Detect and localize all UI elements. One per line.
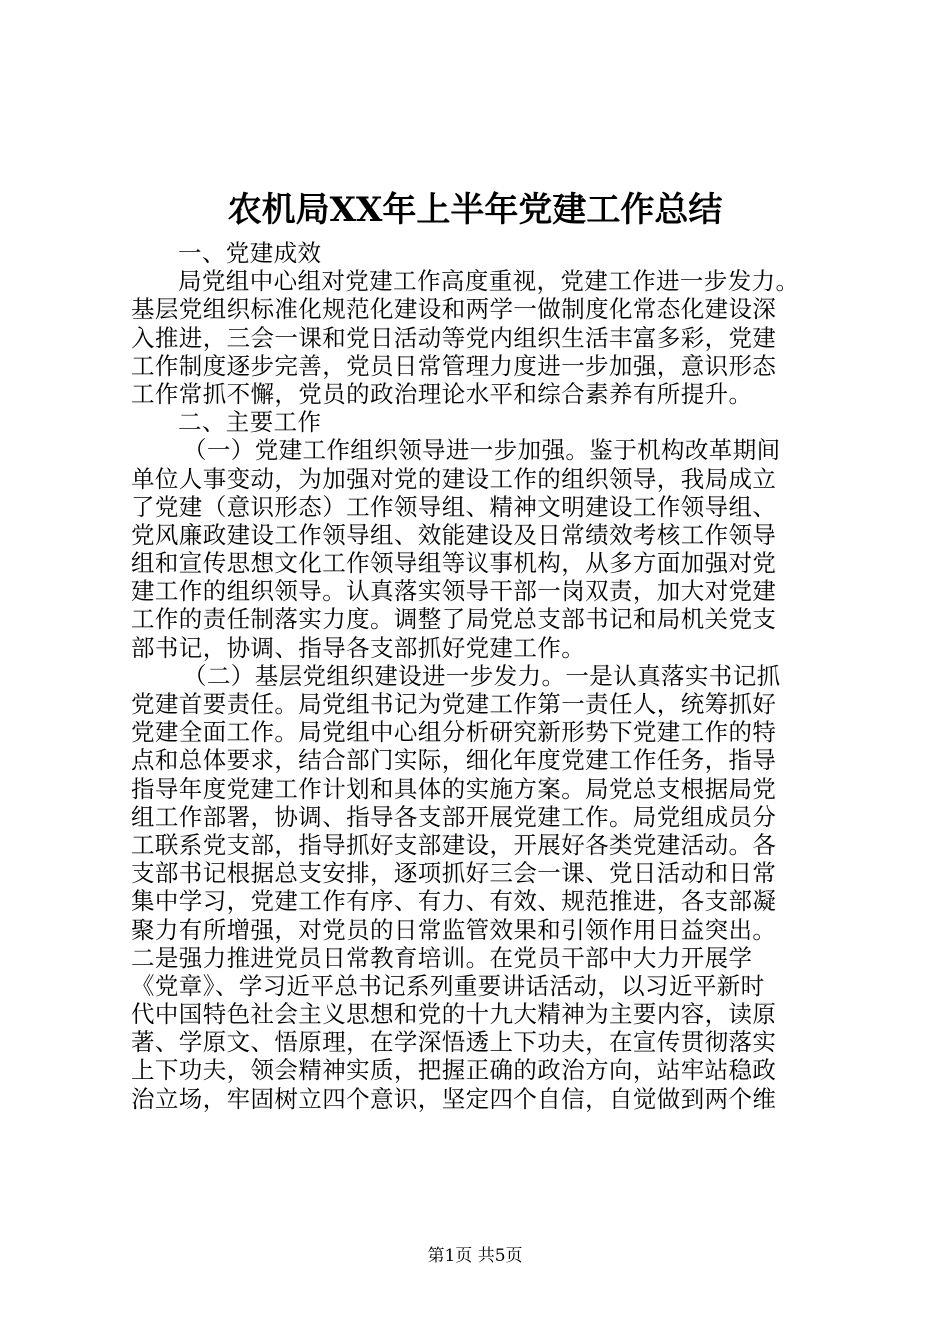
- text-line: 指导年度党建工作计划和具体的实施方案。局党总支根据局党: [131, 774, 777, 803]
- text-line: 组和宣传思想文化工作领导组等议事机构，从多方面加强对党: [131, 549, 777, 578]
- page-number-footer: 第1页 共5页: [427, 1246, 523, 1266]
- section-heading-1: 一、党建成效: [178, 239, 322, 267]
- text-line: 党风廉政建设工作领导组、效能建设及日常绩效考核工作领导: [131, 520, 777, 549]
- text-line: 基层党组织标准化规范化建设和两学一做制度化常态化建设深: [131, 295, 777, 324]
- text-line: 工联系党支部，指导抓好支部建设，开展好各类党建活动。各: [131, 830, 777, 859]
- text-line: 治立场，牢固树立四个意识，坚定四个自信，自觉做到两个维: [131, 1084, 777, 1113]
- text-line: 工作的责任制落实力度。调整了局党总支部书记和局机关党支: [131, 605, 777, 634]
- document-title: 农机局XX年上半年党建工作总结: [227, 190, 723, 230]
- text-line: 工作常抓不懈，党员的政治理论水平和综合素养有所提升。: [131, 379, 753, 408]
- text-line: 组工作部署，协调、指导各支部开展党建工作。局党组成员分: [131, 802, 777, 831]
- text-line: 单位人事变动，为加强对党的建设工作的组织领导，我局成立: [131, 464, 777, 493]
- text-line: 党建首要责任。局党组书记为党建工作第一责任人，统筹抓好: [131, 690, 777, 718]
- text-line: 党建全面工作。局党组中心组分析研究新形势下党建工作的特: [131, 718, 777, 747]
- text-line: 点和总体要求，结合部门实际，细化年度党建工作任务，指导: [131, 746, 777, 775]
- text-line: （二）基层党组织建设进一步发力。一是认真落实书记抓: [183, 661, 781, 690]
- text-line: 二是强力推进党员日常教育培训。在党员干部中大力开展学: [131, 943, 753, 972]
- text-line: 了党建（意识形态）工作领导组、精神文明建设工作领导组、: [131, 492, 777, 521]
- text-line: 部书记，协调、指导各支部抓好党建工作。: [131, 633, 586, 662]
- text-line: 上下功夫，领会精神实质，把握正确的政治方向，站牢站稳政: [131, 1056, 777, 1085]
- text-line: 支部书记根据总支安排，逐项抓好三会一课、党日活动和日常: [131, 859, 777, 888]
- text-line: 工作制度逐步完善，党员日常管理力度进一步加强，意识形态: [131, 351, 777, 380]
- text-line: 入推进，三会一课和党日活动等党内组织生活丰富多彩，党建: [131, 323, 777, 352]
- text-line: 建工作的组织领导。认真落实领导干部一岗双责，加大对党建: [131, 577, 777, 606]
- text-line: 聚力有所增强，对党员的日常监管效果和引领作用日益突出。: [131, 915, 777, 944]
- text-line: 局党组中心组对党建工作高度重视，党建工作进一步发力。: [178, 267, 800, 296]
- text-line: 集中学习，党建工作有序、有力、有效、规范推进，各支部凝: [131, 887, 777, 916]
- text-line: （一）党建工作组织领导进一步加强。鉴于机构改革期间: [183, 436, 781, 465]
- document-body: [131, 239, 831, 1113]
- text-line: 《党章》、学习近平总书记系列重要讲话活动，以习近平新时: [131, 971, 765, 1000]
- section-heading-2: 二、主要工作: [178, 408, 322, 437]
- text-line: 著、学原文、悟原理，在学深悟透上下功夫，在宣传贯彻落实: [131, 1028, 777, 1057]
- text-line: 代中国特色社会主义思想和党的十九大精神为主要内容，读原: [131, 1000, 777, 1029]
